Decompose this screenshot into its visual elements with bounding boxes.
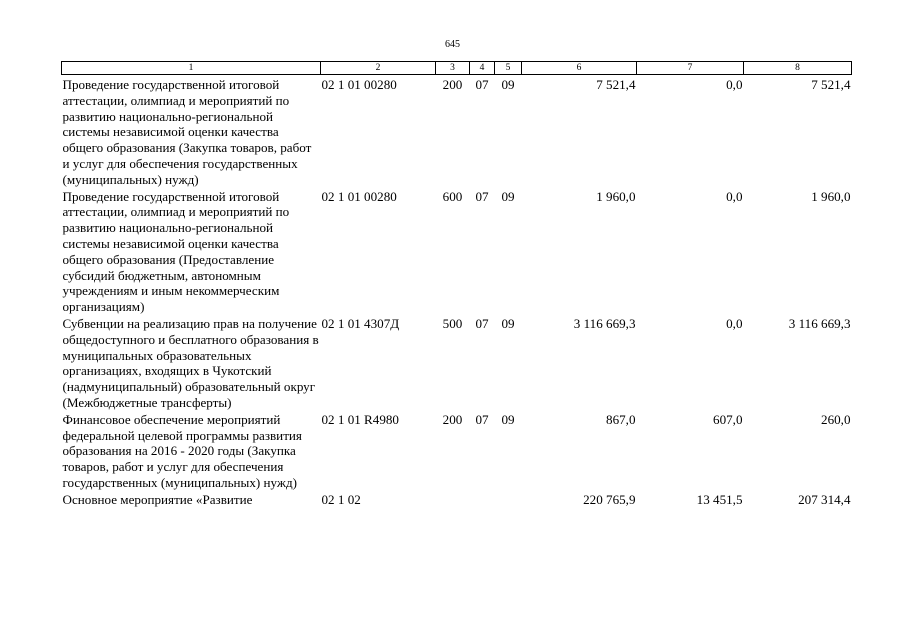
row-regional: 260,0 — [821, 411, 851, 427]
row-rz: 07 — [475, 77, 489, 92]
row-code: 02 1 01 4307Д — [321, 315, 400, 331]
row-federal: 0,0 — [726, 315, 743, 331]
row-federal: 0,0 — [726, 77, 743, 92]
row-sum: 867,0 — [606, 411, 636, 427]
table-row — [62, 75, 852, 189]
page-number: 645 — [445, 39, 460, 50]
row-description: Проведение государственной итоговой аттестации, олимпиад и мероприятий по развитию национально-региональной системы независимой оценки качества общего образования (Закупка товаров, работ и услуг для обеспечения государственных (муниципальных) нужд) — [62, 77, 312, 187]
row-code: 02 1 01 00280 — [321, 77, 397, 92]
row-regional: 207 314,4 — [798, 491, 851, 507]
row-rz: 07 — [475, 188, 489, 204]
header-col-5: 5 — [495, 62, 522, 75]
row-pr: 09 — [501, 315, 515, 331]
row-description: Проведение государственной итоговой аттестации, олимпиад и мероприятий по развитию национально-региональной системы независимой оценки качества общего образования (Предоставление субсидий бюджетным, автономным учреждениям и иным некоммерческим организациям) — [62, 188, 290, 315]
row-code: 02 1 02 — [321, 491, 361, 507]
row-rz — [470, 492, 495, 509]
header-col-1: 1 — [62, 62, 321, 75]
row-vr — [436, 492, 470, 509]
row-code: 02 1 01 00280 — [321, 188, 397, 204]
header-col-8: 8 — [744, 62, 852, 75]
row-vr: 500 — [442, 315, 463, 331]
row-federal: 0,0 — [726, 188, 743, 204]
row-regional: 3 116 669,3 — [788, 315, 851, 331]
table-body — [62, 75, 852, 509]
table-row — [62, 412, 852, 492]
header-row — [62, 62, 852, 75]
row-sum: 7 521,4 — [596, 77, 636, 92]
row-rz: 07 — [475, 315, 489, 331]
table-row — [62, 316, 852, 412]
row-regional: 1 960,0 — [811, 188, 851, 204]
row-federal: 13 451,5 — [696, 491, 743, 507]
header-col-3: 3 — [436, 62, 470, 75]
header-col-6: 6 — [522, 62, 637, 75]
header-col-4: 4 — [470, 62, 495, 75]
row-vr: 200 — [442, 411, 463, 427]
row-federal: 607,0 — [713, 411, 743, 427]
row-description: Основное мероприятие «Развитие — [62, 491, 253, 507]
row-vr: 600 — [442, 188, 463, 204]
row-pr: 09 — [501, 188, 515, 204]
table-row — [62, 492, 852, 509]
row-regional: 7 521,4 — [811, 77, 851, 92]
row-description: Субвенции на реализацию прав на получение общедоступного и бесплатного образования в муниципальных образовательных организациях, входящих в Чукотский (надмуниципальный) образовательный округ (Межбюджетные трансферты) — [62, 315, 319, 410]
row-vr: 200 — [442, 77, 463, 92]
row-pr: 09 — [501, 77, 515, 92]
row-description: Финансовое обеспечение мероприятий федеральной целевой программы развития образования на 2016 - 2020 годы (Закупка товаров, работ и услуг для обеспечения государственных (муниципальных) нужд) — [62, 411, 302, 490]
row-pr: 09 — [501, 411, 515, 427]
table-header — [62, 62, 852, 75]
table-row — [62, 189, 852, 316]
row-rz: 07 — [475, 411, 489, 427]
row-sum: 1 960,0 — [596, 188, 636, 204]
budget-table — [61, 61, 852, 509]
row-sum: 3 116 669,3 — [573, 315, 636, 331]
header-col-7: 7 — [637, 62, 744, 75]
row-pr — [495, 492, 522, 509]
row-code: 02 1 01 R4980 — [321, 411, 399, 427]
row-sum: 220 765,9 — [583, 491, 636, 507]
header-col-2: 2 — [321, 62, 436, 75]
